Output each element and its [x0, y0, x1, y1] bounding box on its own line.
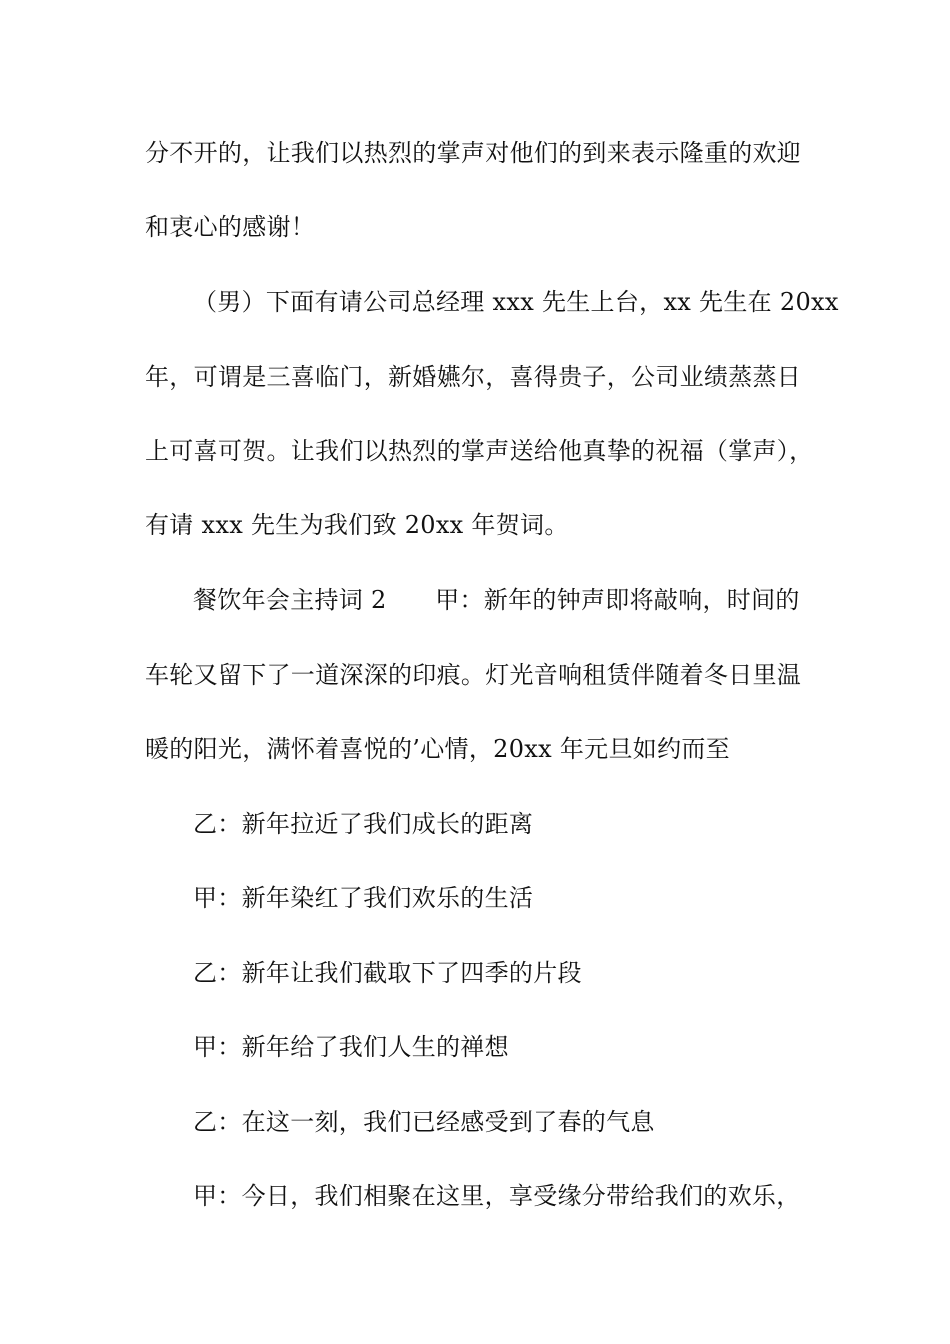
- text-line-3: （男）下面有请公司总经理 xxx 先生上台，xx 先生在 20xx: [193, 288, 839, 316]
- text-line-4: 年，可谓是三喜临门，新婚嬿尔，喜得贵子，公司业绩蒸蒸日: [145, 363, 802, 391]
- text-line-5: 上可喜可贺。让我们以热烈的掌声送给他真挚的祝福（掌声），: [145, 437, 814, 465]
- text-line-7: 餐饮年会主持词 2 甲：新年的钟声即将敲响，时间的: [193, 586, 800, 614]
- text-line-14: 乙：在这一刻，我们已经感受到了春的气息: [193, 1108, 655, 1136]
- text-line-10: 乙：新年拉近了我们成长的距离: [193, 810, 534, 838]
- text-line-8: 车轮又留下了一道深深的印痕。灯光音响租赁伴随着冬日里温: [145, 661, 802, 689]
- text-line-13: 甲：新年给了我们人生的禅想: [193, 1033, 509, 1061]
- text-line-12: 乙：新年让我们截取下了四季的片段: [193, 959, 582, 987]
- text-line-11: 甲：新年染红了我们欢乐的生活: [193, 884, 534, 912]
- text-line-2: 和衷心的感谢！: [145, 213, 316, 241]
- text-line-9: 暖的阳光，满怀着喜悦的’心情，20xx 年元旦如约而至: [145, 735, 730, 763]
- text-line-15: 甲：今日，我们相聚在这里，享受缘分带给我们的欢乐，: [193, 1182, 801, 1210]
- text-line-1: 分不开的，让我们以热烈的掌声对他们的到来表示隆重的欢迎: [145, 139, 802, 167]
- text-line-6: 有请 xxx 先生为我们致 20xx 年贺词。: [145, 511, 569, 539]
